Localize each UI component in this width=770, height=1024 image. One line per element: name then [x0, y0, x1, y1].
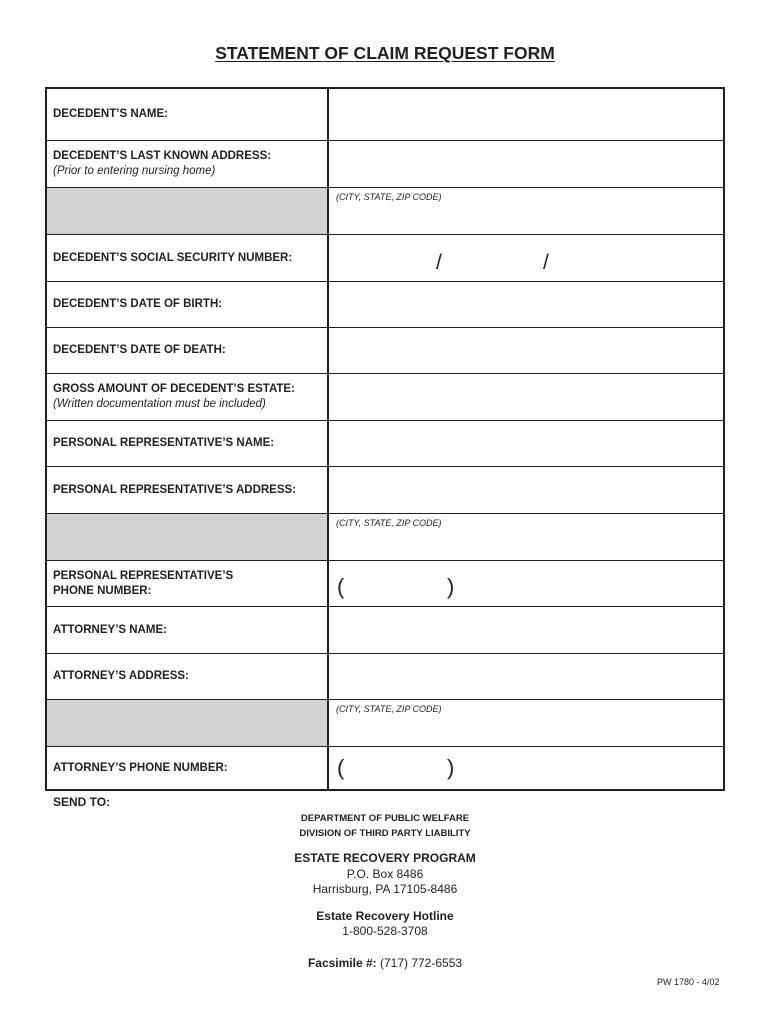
po-box: P.O. Box 8486: [346, 867, 424, 881]
row-attorney-phone: [47, 747, 723, 789]
attorney-phone-label: ATTORNEY’S PHONE NUMBER:: [47, 747, 329, 789]
form-number: PW 1780 - 4/02: [657, 977, 720, 987]
row-decedent-dob: [47, 282, 723, 328]
ssn-separator: /: [543, 251, 549, 274]
decedent-dod-label: DECEDENT’S DATE OF DEATH:: [47, 328, 329, 373]
area-code-close-paren: ): [447, 755, 455, 780]
decedent-name-label: DECEDENT’S NAME:: [47, 89, 329, 140]
ssn-separator: /: [436, 251, 442, 274]
rep-name-label: PERSONAL REPRESENTATIVE’S NAME:: [47, 421, 329, 466]
area-code-close-paren: ): [447, 574, 455, 599]
gray-cell: [47, 514, 329, 560]
attorney-address-field[interactable]: [329, 654, 723, 699]
row-rep-csz: [47, 514, 723, 561]
facsimile-number: (717) 772-6553: [379, 956, 463, 970]
form-title: STATEMENT OF CLAIM REQUEST FORM: [215, 43, 555, 63]
decedent-address-label: DECEDENT’S LAST KNOWN ADDRESS: (Prior to entering nursing home): [47, 141, 329, 187]
decedent-ssn-field[interactable]: [329, 235, 723, 281]
attorney-name-label: ATTORNEY’S NAME:: [47, 607, 329, 653]
row-decedent-ssn: [47, 235, 723, 282]
attorney-phone-field[interactable]: [329, 747, 723, 789]
city-state-zip: Harrisburg, PA 17105-8486: [312, 882, 458, 896]
city-state-zip-hint: (CITY, STATE, ZIP CODE): [336, 704, 442, 714]
row-attorney-csz: [47, 700, 723, 747]
send-to-label: SEND TO:: [53, 795, 111, 809]
decedent-ssn-label: DECEDENT’S SOCIAL SECURITY NUMBER:: [47, 235, 329, 281]
hotline-label: Estate Recovery Hotline: [316, 909, 454, 923]
gross-amount-label: GROSS AMOUNT OF DECEDENT’S ESTATE: (Written documentation must be included): [47, 374, 329, 420]
row-decedent-csz: [47, 188, 723, 235]
rep-name-field[interactable]: [329, 421, 723, 466]
row-decedent-dod: [47, 328, 723, 374]
decedent-address-field[interactable]: [329, 141, 723, 187]
row-rep-address: [47, 467, 723, 514]
area-code-open-paren: (: [337, 574, 345, 599]
rep-phone-label: PERSONAL REPRESENTATIVE’S PHONE NUMBER:: [47, 561, 329, 606]
gray-cell: [47, 188, 329, 234]
decedent-dod-field[interactable]: [329, 328, 723, 373]
row-attorney-name: [47, 607, 723, 654]
city-state-zip-hint: (CITY, STATE, ZIP CODE): [336, 192, 442, 202]
attorney-address-label: ATTORNEY’S ADDRESS:: [47, 654, 329, 699]
facsimile-line: [0, 956, 770, 970]
city-state-zip-hint: (CITY, STATE, ZIP CODE): [336, 518, 442, 528]
row-decedent-address: [47, 141, 723, 188]
gray-cell: [47, 700, 329, 746]
row-attorney-address: [47, 654, 723, 700]
rep-address-label: PERSONAL REPRESENTATIVE’S ADDRESS:: [47, 467, 329, 513]
claim-form-table: [45, 87, 725, 791]
program-name: ESTATE RECOVERY PROGRAM: [294, 851, 476, 865]
attorney-city-state-zip-field[interactable]: [329, 700, 723, 746]
decedent-dob-label: DECEDENT’S DATE OF BIRTH:: [47, 282, 329, 327]
decedent-city-state-zip-field[interactable]: [329, 188, 723, 234]
attorney-name-field[interactable]: [329, 607, 723, 653]
facsimile-label: Facsimile #:: [307, 956, 377, 970]
division-name: DIVISION OF THIRD PARTY LIABILITY: [299, 828, 471, 839]
gross-amount-field[interactable]: [329, 374, 723, 420]
hotline-number: 1-800-528-3708: [342, 924, 428, 938]
row-decedent-name: [47, 89, 723, 141]
area-code-open-paren: (: [337, 755, 345, 780]
row-rep-phone: [47, 561, 723, 607]
department-name: DEPARTMENT OF PUBLIC WELFARE: [300, 813, 470, 824]
decedent-dob-field[interactable]: [329, 282, 723, 327]
rep-phone-field[interactable]: [329, 561, 723, 606]
rep-city-state-zip-field[interactable]: [329, 514, 723, 560]
decedent-name-field[interactable]: [329, 89, 723, 140]
row-rep-name: [47, 421, 723, 467]
row-gross-amount: [47, 374, 723, 421]
rep-address-field[interactable]: [329, 467, 723, 513]
